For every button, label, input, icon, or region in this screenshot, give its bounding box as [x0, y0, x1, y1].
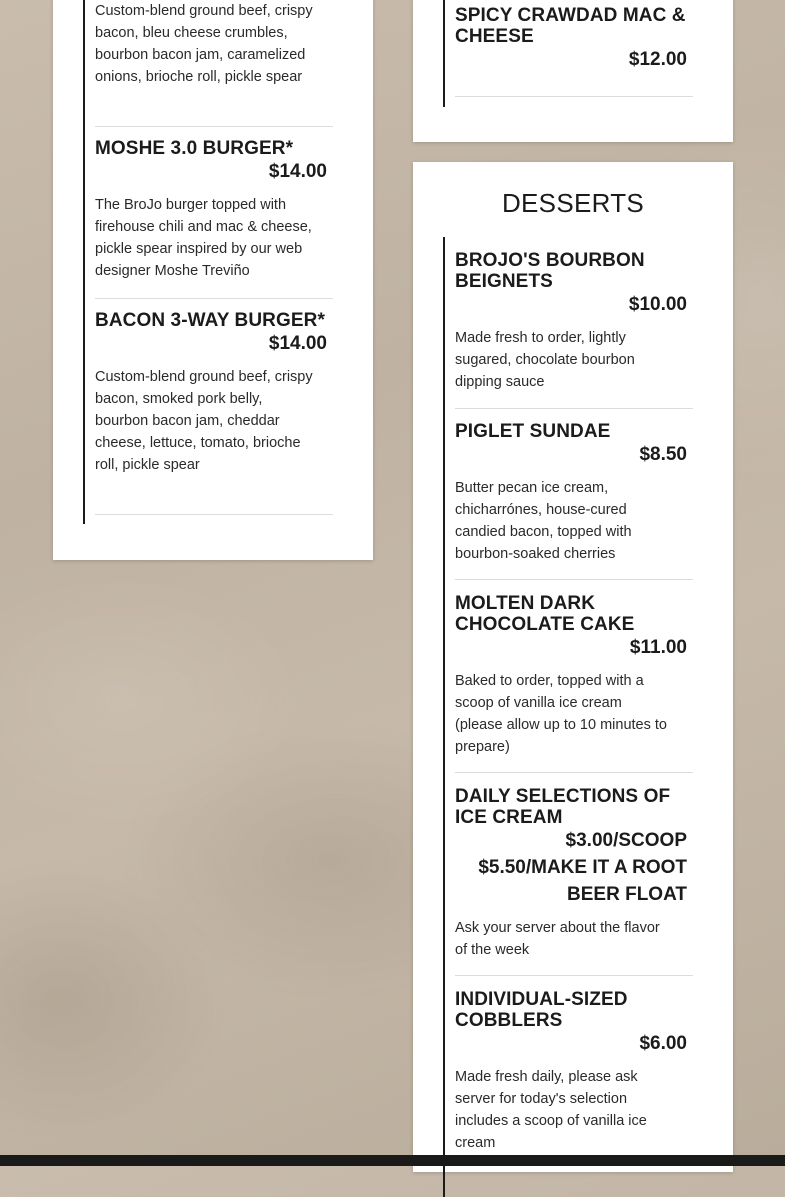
menu-card-desserts	[413, 162, 733, 1172]
item-price-group	[629, 46, 687, 73]
item-name: SPICY CRAWDAD MAC & CHEESE	[455, 5, 686, 47]
item-price: $11.00	[629, 637, 687, 658]
item-description: Custom-blend ground beef, crispy bacon, smoked pork belly, bourbon bacon jam, cheddar cheese, lettuce, tomato, brioche roll, pickle spear	[95, 369, 313, 473]
menu-item	[455, 989, 693, 1151]
item-description: Baked to order, topped with a scoop of vanilla ice cream (please allow up to 10 minutes to prepare)	[455, 673, 667, 755]
item-name: BACON 3-WAY BURGER*	[95, 310, 325, 331]
section-title: DESSERTS	[501, 188, 645, 218]
item-divider	[455, 96, 693, 97]
item-name: MOSHE 3.0 BURGER*	[95, 138, 294, 159]
menu-item	[455, 786, 693, 958]
list-accent-line	[443, 0, 445, 107]
item-description: Ask your server about the flavor of the week	[455, 920, 660, 958]
list-accent-line	[83, 0, 85, 524]
item-price-group	[269, 330, 327, 357]
item-price: $6.00	[639, 1033, 687, 1054]
menu-card-left	[53, 0, 373, 560]
menu-item	[455, 250, 693, 390]
item-name: MOLTEN DARK CHOCOLATE CAKE	[455, 593, 635, 635]
menu-item	[455, 5, 693, 70]
item-name: INDIVIDUAL-SIZED COBBLERS	[455, 989, 628, 1031]
item-price: BEER FLOAT	[567, 884, 687, 905]
item-price-group	[630, 634, 687, 661]
item-price: $14.00	[268, 161, 327, 182]
item-price-group	[478, 827, 687, 908]
menu-item	[455, 421, 693, 562]
item-divider	[455, 579, 693, 580]
item-name: DAILY SELECTIONS OF ICE CREAM	[455, 786, 671, 828]
item-price: $5.50/MAKE IT A ROOT	[478, 857, 687, 878]
item-price-group	[269, 158, 327, 185]
item-description: Made fresh to order, lightly sugared, chocolate bourbon dipping sauce	[455, 330, 635, 390]
list-accent-line	[443, 237, 445, 1197]
menu-card-right-top	[413, 0, 733, 142]
item-description: Made fresh daily, please ask server for today's selection includes a scoop of vanilla ice cream	[455, 1069, 647, 1151]
item-price: $8.50	[639, 444, 687, 465]
item-price-group	[639, 1030, 687, 1057]
item-price-group	[629, 291, 687, 318]
item-divider	[455, 772, 693, 773]
item-divider	[95, 514, 333, 515]
item-price: $10.00	[628, 294, 687, 315]
item-divider	[455, 408, 693, 409]
item-price: $12.00	[628, 49, 687, 70]
item-divider	[95, 298, 333, 299]
item-price: $3.00/SCOOP	[565, 830, 687, 851]
item-divider	[95, 126, 333, 127]
menu-item	[95, 310, 333, 473]
item-description: Custom-blend ground beef, crispy bacon, bleu cheese crumbles, bourbon bacon jam, caramelized onions, brioche roll, pickle spear	[95, 3, 313, 85]
item-name: PIGLET SUNDAE	[455, 421, 611, 442]
item-price: $14.00	[268, 333, 327, 354]
item-description: Butter pecan ice cream, chicharrónes, house-cured candied bacon, topped with bourbon-soaked cherries	[455, 480, 632, 562]
menu-item	[455, 593, 693, 755]
item-price-group	[639, 441, 687, 468]
bottom-bar	[0, 1155, 785, 1166]
item-name: BROJO'S BOURBON BEIGNETS	[455, 250, 645, 292]
menu-item	[95, 138, 333, 279]
item-divider	[455, 975, 693, 976]
item-description: The BroJo burger topped with firehouse chili and mac & cheese, pickle spear inspired by our web designer Moshe Treviño	[95, 197, 312, 279]
